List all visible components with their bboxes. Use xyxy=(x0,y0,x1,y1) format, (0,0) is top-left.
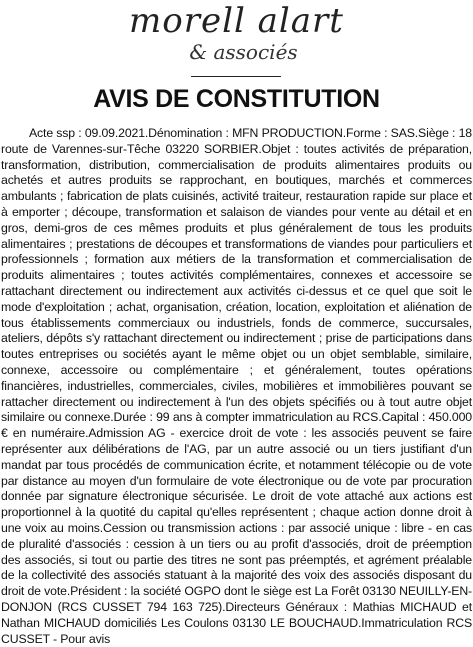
logo-divider xyxy=(191,76,281,77)
agency-logo xyxy=(0,2,473,72)
notice-body: Acte ssp : 09.09.2021.Dénomination : MFN PRODUCTION.Forme : SAS.Siège : 18 route de Varennes-sur-Têche 03220 SORBIER.Objet : toutes activités de préparation, transformation, distribution, commercialisation de produits alimentaires produits ou achetés et autres produits se rapprochant, en boutiques, marchés et commerces ambulants ; fabrication de plats cuisinés, activité traiteur, restauration rapide sur place et à emporter ; découpe, transformation et salaison de viandes pour vente au détail et en gros, demi-gros de ces mêmes produits et plus généralement de tous les produits alimentaires ; prestations de découpes et transformations de viandes pour particuliers et professionnels ; formation aux métiers de la transformation et commercialisation de produits alimentaires ; toutes activités complémentaires, connexes et accessoire se rattachant directement ou indirectement aux activités ci-dessus et ce quel que soit le mode d'exploitation ; achat, organisation, création, location, exploitation et aliénation de tous établissements commerciaux ou industriels, fonds de commerce, succursales, ateliers, dépôts s'y rattachant directement ou indirectement ; prise de participations dans toutes entreprises ou sociétés ayant le même objet ou un objet semblable, similaire, connexe, accessoire ou complémentaire ; et généralement, toutes opérations financières, industrielles, commerciales, civiles, mobilières et immobilières pouvant se rattacher directement ou indirectement à l'un des objets spécifiés ou à tout autre objet similaire ou connexe.Durée : 99 ans à compter immatriculation au RCS.Capital : 450.000 € en numéraire.Admission AG - exercice droit de vote : les associés peuvent se faire représenter aux délibérations de l'AG, par un autre associé ou un tiers justifiant d'un mandat par tous procédés de communication écrite, et notamment télécopie ou de vote par distance au moyen d'un formulaire de vote électronique ou de vote par procuration donnée par signature électronique sécurisée. Le droit de vote attaché aux actions est proportionnel à la quotité du capital qu'elles représentent ; chaque action donne droit à une voix au moins.Cession ou transmission actions : par associé unique : libre - en cas de pluralité d'associés : cession à un tiers ou au profit d'associés, droit de préemption des associés, si tout ou partie des titres ne sont pas préemptés, et agrément préalable de la collectivité des associés statuant à la majorité des voix des associés disposant du droit de vote.Président : la société OGPO dont le siège est La Forêt 03130 NEUILLY-EN-DONJON (RCS CUSSET 794 163 725).Directeurs Généraux : Mathias MICHAUD et Nathan MICHAUD domiciliés Les Coulons 03130 LE BOUCHAUD.Immatriculation RCS CUSSET - Pour avis xyxy=(1,126,472,646)
logo-name: morell alart xyxy=(129,1,344,41)
notice-title: AVIS DE CONSTITUTION xyxy=(93,85,380,113)
logo-subtitle: & associés xyxy=(189,40,298,64)
